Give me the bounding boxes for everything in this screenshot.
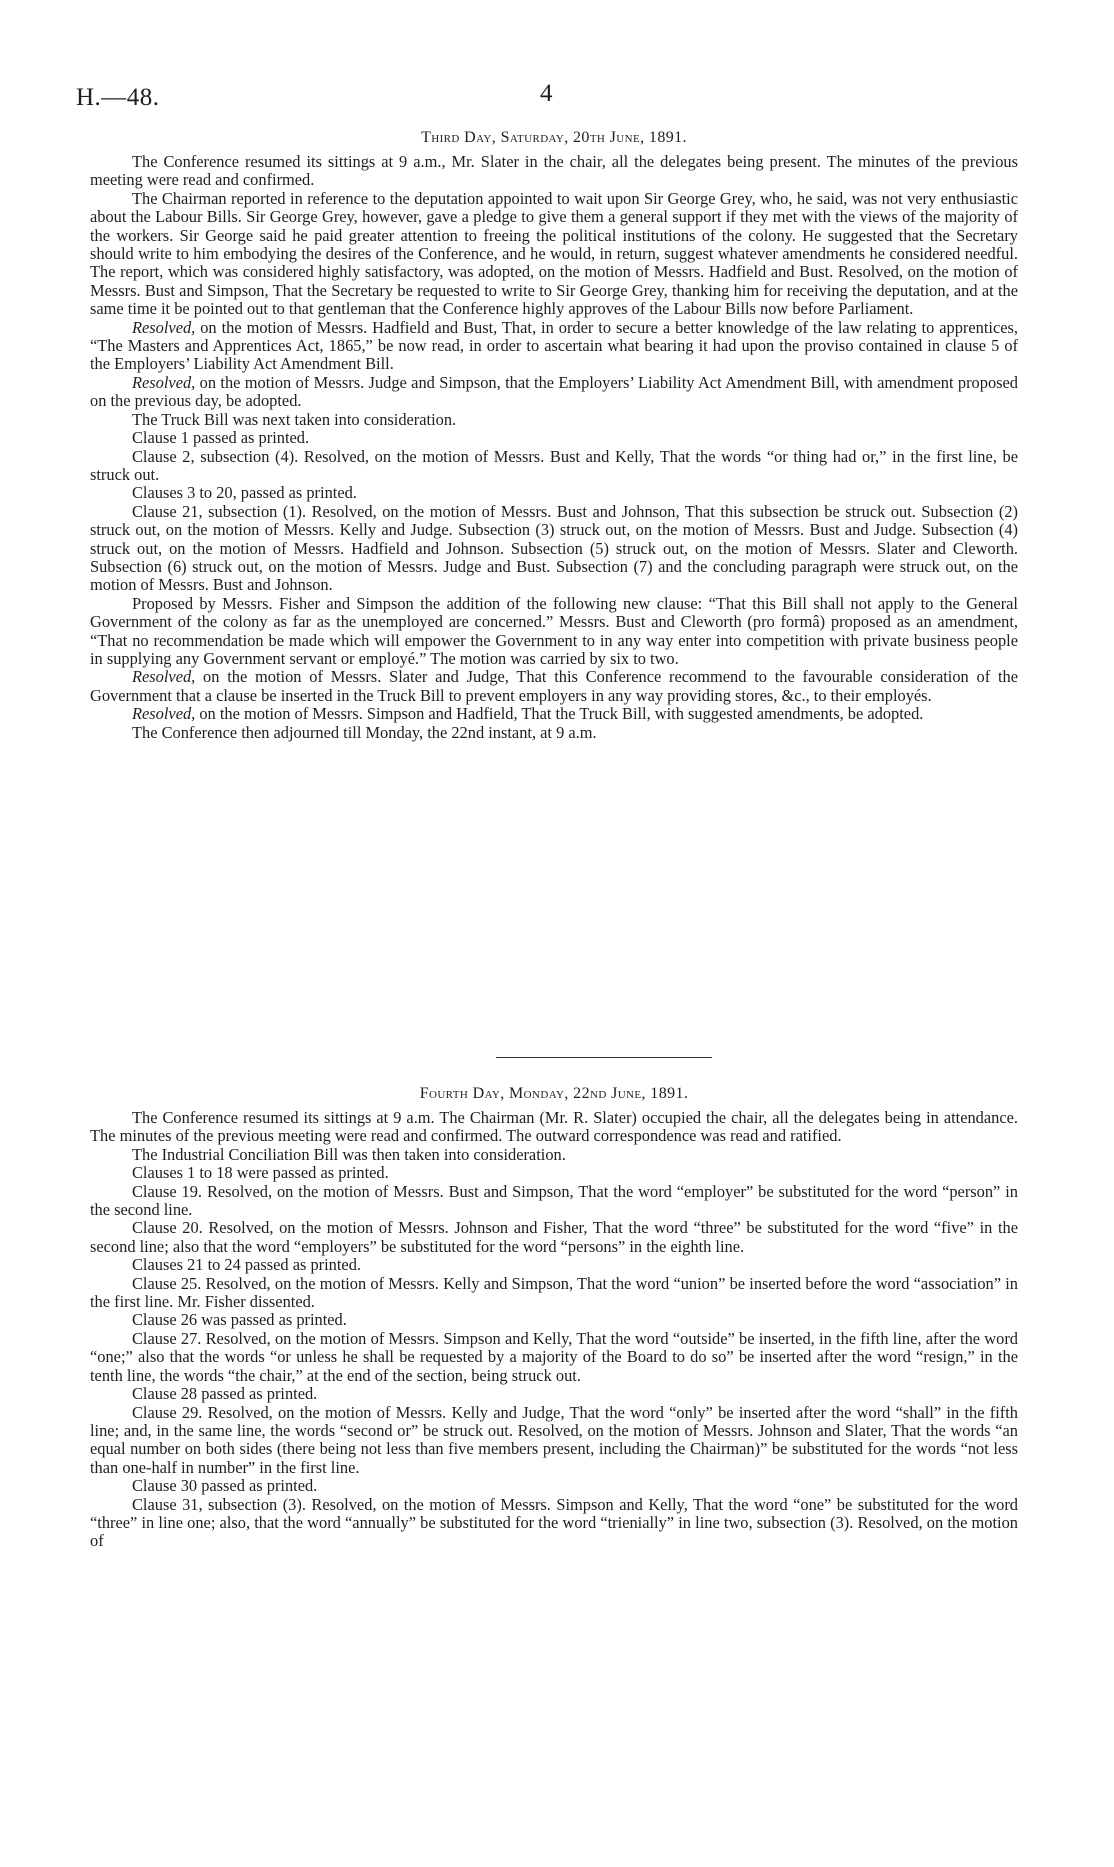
paragraph-text: Clause 26 was passed as printed. bbox=[132, 1310, 347, 1330]
paragraph-text: Clause 29. Resolved, on the motion of Messrs. Kelly and Judge, That the word “only” be inserted after the word “shall” in the fifth line; and, in the same line, the words “second or” be struck out. Resolved, on the motion of Messrs. Johnson and Slater, That the words “an equal number on both sides (there being not less than five members present, including the Chairman)” be substituted for the words “not less than one-half in number” in the first line. bbox=[90, 1402, 1018, 1477]
paragraph-text: The Conference resumed its sittings at 9 a.m. The Chairman (Mr. R. Slater) occupied the chair, all the delegates being in attendance. The minutes of the previous meeting were read and confirmed. The outward correspondence was read and ratified. bbox=[90, 1108, 1018, 1146]
paragraph bbox=[90, 1385, 1018, 1403]
paragraph-lead: Resolved, bbox=[132, 317, 196, 337]
paragraph bbox=[90, 1496, 1018, 1551]
third-day-section bbox=[90, 128, 1018, 742]
paragraph bbox=[90, 1256, 1018, 1274]
third-day-heading: Third Day, Saturday, 20th June, 1891. bbox=[421, 129, 687, 146]
paragraph bbox=[90, 668, 1018, 705]
paragraph bbox=[90, 448, 1018, 485]
paragraph bbox=[90, 1404, 1018, 1478]
paragraph-text: on the motion of Messrs. Slater and Judge, That this Conference recommend to the favourable consideration of the Government that a clause be inserted in the Truck Bill to prevent employers in any way providing stores, &c., to their employés. bbox=[90, 667, 1018, 705]
paragraph-lead: Resolved, bbox=[132, 667, 196, 687]
paragraph bbox=[90, 1183, 1018, 1220]
paragraph bbox=[90, 153, 1018, 190]
paragraph-text: Clause 1 passed as printed. bbox=[132, 428, 310, 448]
fourth-day-section bbox=[90, 1084, 1018, 1551]
page-number: 4 bbox=[540, 80, 553, 107]
paragraph-lead: Resolved, bbox=[132, 372, 196, 392]
third-day-body bbox=[90, 153, 1018, 742]
paragraph-text: Clause 31, subsection (3). Resolved, on the motion of Messrs. Simpson and Kelly, That the word “one” be substituted for the word “three” in line one; also, that the word “annually” be substituted for the word “trienially” in line two, subsection (3). Resolved, on the motion of bbox=[90, 1494, 1018, 1551]
paragraph bbox=[90, 595, 1018, 669]
paragraph-text: The Conference resumed its sittings at 9 a.m., Mr. Slater in the chair, all the delegates being present. The minutes of the previous meeting were read and confirmed. bbox=[90, 152, 1018, 190]
paragraph-text: on the motion of Messrs. Judge and Simpson, that the Employers’ Liability Act Amendment Bill, with amendment proposed on the previous day, be adopted. bbox=[90, 372, 1018, 411]
paragraph-text: Clause 19. Resolved, on the motion of Messrs. Bust and Simpson, That the word “employer” be substituted for the word “person” in the second line. bbox=[90, 1181, 1018, 1220]
paragraph-text: on the motion of Messrs. Hadfield and Bust, That, in order to secure a better knowledge of the law relating to apprentices, “The Masters and Apprentices Act, 1865,” be now read, in order to ascertain what bearing it had upon the proviso contained in clause 5 of the Employers’ Liability Act Amendment Bill. bbox=[90, 317, 1018, 374]
document-reference: H.—48. bbox=[76, 84, 160, 111]
paragraph-text: Clause 27. Resolved, on the motion of Messrs. Simpson and Kelly, That the word “outside” be inserted, in the fifth line, after the word “one;” also that the words “or unless he shall be requested by a majority of the Board to do so” be inserted after the word “resign,” in the tenth line, the words “the chair,” at the end of the section, being struck out. bbox=[90, 1328, 1018, 1385]
paragraph-text: Clause 30 passed as printed. bbox=[132, 1476, 318, 1496]
section-divider bbox=[496, 1057, 712, 1058]
paragraph bbox=[90, 503, 1018, 595]
paragraph bbox=[90, 1477, 1018, 1495]
paragraph-text: Proposed by Messrs. Fisher and Simpson the addition of the following new clause: “That this Bill shall not apply to the General Government of the colony as far as the unemployed are concerned.” Messrs. Bust and Cleworth (pro formâ) proposed as an amendment, “That no recommendation be made which will empower the Government to in any way enter into competition with private business people in supplying any Government servant or employé.” The motion was carried by six to two. bbox=[90, 593, 1018, 668]
paragraph bbox=[90, 411, 1018, 429]
paragraph bbox=[90, 190, 1018, 319]
paragraph-text: Clauses 21 to 24 passed as printed. bbox=[132, 1255, 361, 1275]
paragraph-text: The Truck Bill was next taken into consideration. bbox=[132, 409, 457, 429]
paragraph bbox=[90, 1164, 1018, 1182]
paragraph bbox=[90, 429, 1018, 447]
paragraph-lead: Resolved, bbox=[132, 704, 196, 724]
paragraph bbox=[90, 1275, 1018, 1312]
paragraph-text: The Industrial Conciliation Bill was then taken into consideration. bbox=[132, 1144, 566, 1164]
paragraph-text: Clauses 1 to 18 were passed as printed. bbox=[132, 1163, 389, 1183]
paragraph-text: Clause 25. Resolved, on the motion of Messrs. Kelly and Simpson, That the word “union” be inserted before the word “association” in the first line. Mr. Fisher dissented. bbox=[90, 1273, 1018, 1312]
fourth-day-heading: Fourth Day, Monday, 22nd June, 1891. bbox=[419, 1085, 689, 1102]
paragraph-text: Clause 28 passed as printed. bbox=[132, 1384, 318, 1404]
paragraph bbox=[90, 1311, 1018, 1329]
paragraph bbox=[90, 1330, 1018, 1385]
paragraph-text: Clauses 3 to 20, passed as printed. bbox=[132, 483, 357, 503]
paragraph bbox=[90, 705, 1018, 723]
paragraph bbox=[90, 319, 1018, 374]
paragraph bbox=[90, 1146, 1018, 1164]
paragraph-text: on the motion of Messrs. Simpson and Hadfield, That the Truck Bill, with suggested amendments, be adopted. bbox=[195, 704, 924, 724]
paragraph-text: The Conference then adjourned till Monday, the 22nd instant, at 9 a.m. bbox=[132, 722, 597, 742]
paragraph bbox=[90, 1219, 1018, 1256]
paragraph-text: Clause 21, subsection (1). Resolved, on the motion of Messrs. Bust and Johnson, That this subsection be struck out. Subsection (2) struck out, on the motion of Messrs. Kelly and Judge. Subsection (3) struck out, on the motion of Messrs. Bust and Judge. Subsection (4) struck out, on the motion of Messrs. Hadfield and Johnson. Subsection (5) struck out, on the motion of Messrs. Slater and Cleworth. Subsection (6) struck out, on the motion of Messrs. Judge and Bust. Subsection (7) and the concluding paragraph were struck out, on the motion of Messrs. Bust and Johnson. bbox=[90, 501, 1018, 595]
paragraph bbox=[90, 724, 1018, 742]
paragraph bbox=[90, 484, 1018, 502]
fourth-day-body bbox=[90, 1109, 1018, 1551]
paragraph-text: Clause 20. Resolved, on the motion of Messrs. Johnson and Fisher, That the word “three” be substituted for the word “five” in the second line; also that the word “employers” be substituted for the word “persons” in the eighth line. bbox=[90, 1218, 1018, 1256]
paragraph-text: The Chairman reported in reference to the deputation appointed to wait upon Sir George Grey, who, he said, was not very enthusiastic about the Labour Bills. Sir George Grey, however, gave a pledge to give them a general support if they met with the views of the majority of the workers. Sir George said he paid greater attention to freeing the political institutions of the colony. He suggested that the Secretary should write to him embodying the desires of the Conference, and he would, in return, suggest whatever amendments he considered needful. The report, which was considered highly satisfactory, was adopted, on the motion of Messrs. Hadfield and Bust. Resolved, on the motion of Messrs. Bust and Simpson, That the Secretary be requested to write to Sir George Grey, thanking him for receiving the deputation, and at the same time it be pointed out to that gentleman that the Conference highly approves of the Labour Bills now before Parliament. bbox=[90, 188, 1018, 319]
paragraph bbox=[90, 1109, 1018, 1146]
paragraph-text: Clause 2, subsection (4). Resolved, on the motion of Messrs. Bust and Kelly, That the words “or thing had or,” in the first line, be struck out. bbox=[90, 446, 1018, 484]
paragraph bbox=[90, 374, 1018, 411]
